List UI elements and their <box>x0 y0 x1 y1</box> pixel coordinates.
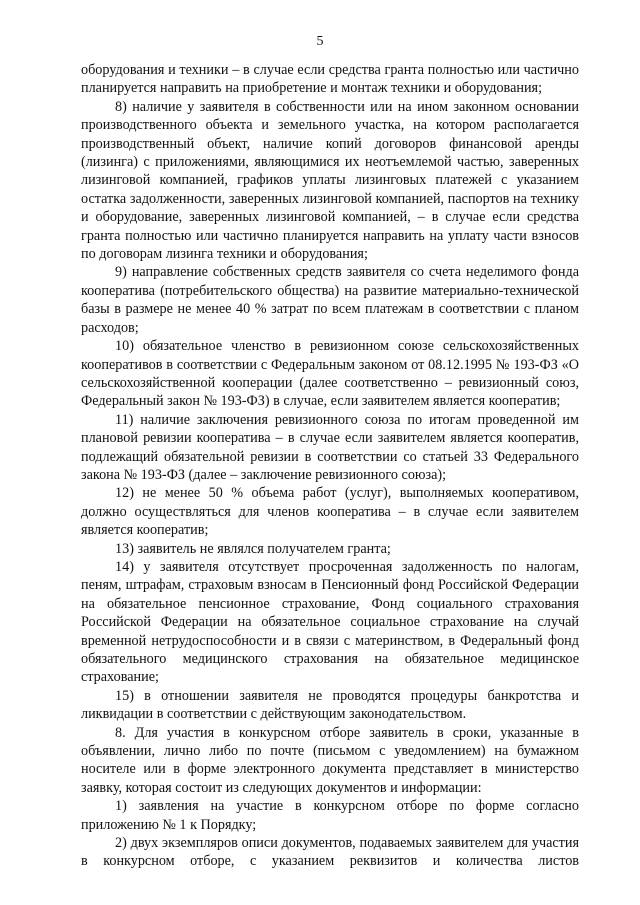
paragraph-item-9: 9) направление собственных средств заявителя со счета неделимого фонда кооператива (потребительского общества) на развитие материально-технической базы в размере не менее 40 % затрат по всем платежам в соответствии с планом расходов; <box>81 264 579 336</box>
paragraph-continuation: оборудования и техники – в случае если средства гранта полностью или частично планируется направить на приобретение и монтаж техники и оборудования; <box>81 62 579 97</box>
paragraph-item-10: 10) обязательное членство в ревизионном союзе сельскохозяйственных кооперативов в соответствии с Федеральным законом от 08.12.1995 № 193-ФЗ «О сельскохозяйственной кооперации (далее соответственно – ревизионный союз, Федеральный закон № 193-ФЗ) в случае, если заявителем является кооператив; <box>81 338 579 410</box>
paragraph-item-12: 12) не менее 50 % объема работ (услуг), выполняемых кооперативом, должно осуществляться для членов кооператива – в случае если заявителем является кооператив; <box>81 485 579 539</box>
paragraph-item-13: 13) заявитель не являлся получателем гранта; <box>115 540 391 557</box>
document-body <box>81 61 579 871</box>
paragraph-section-8: 8. Для участия в конкурсном отборе заявитель в сроки, указанные в объявлении, лично либо по почте (письмом с уведомлением) на бумажном носителе или в форме электронного документа представляет в министерство заявку, которая состоит из следующих документов и информации: <box>81 724 579 796</box>
paragraph-doc-1: 1) заявления на участие в конкурсном отборе по форме согласно приложению № 1 к Порядку; <box>81 798 579 833</box>
paragraph-item-15: 15) в отношении заявителя не проводятся процедуры банкротства и ликвидации в соответствии с действующим законодательством. <box>81 687 579 723</box>
paragraph-item-8: 8) наличие у заявителя в собственности или на ином законном основании производственного объекта и земельного участка, на котором располагается производственный объект, наличие копий договоров финансовой аренды (лизинга) с приложениями, являющимися их неотъемлемой частью, заверенных лизинговой компанией, графиков уплаты лизинговых платежей с указанием остатка задолженности, заверенных лизинговой компанией, паспортов на технику и оборудование, заверенных лизинговой компанией, – в случае если средства гранта полностью или частично планируется направить на уплату части взносов по договорам лизинга техники и оборудования; <box>81 98 579 263</box>
page-number: 5 <box>316 34 324 49</box>
paragraph-item-11: 11) наличие заключения ревизионного союза по итогам проведенной им плановой ревизии кооператива – в случае если заявителем является кооператив, подлежащий обязательной ревизии в соответствии со статьей 33 Федерального закона № 193-ФЗ (далее – заключение ревизионного союза); <box>81 411 579 483</box>
paragraph-item-14: 14) у заявителя отсутствует просроченная задолженность по налогам, пеням, штрафам, страховым взносам в Пенсионный фонд Российской Федерации на обязательное пенсионное страхование, Фонд социального страхования Российской Федерации на обязательное социальное страхование на случай временной нетрудоспособности и в связи с материнством, в Федеральный фонд обязательного медицинского страхования на обязательное медицинское страхование; <box>81 558 579 686</box>
paragraph-doc-2: 2) двух экземпляров описи документов, подаваемых заявителем для участия в конкурсном отборе, с указанием реквизитов и количества листов <box>81 835 579 870</box>
